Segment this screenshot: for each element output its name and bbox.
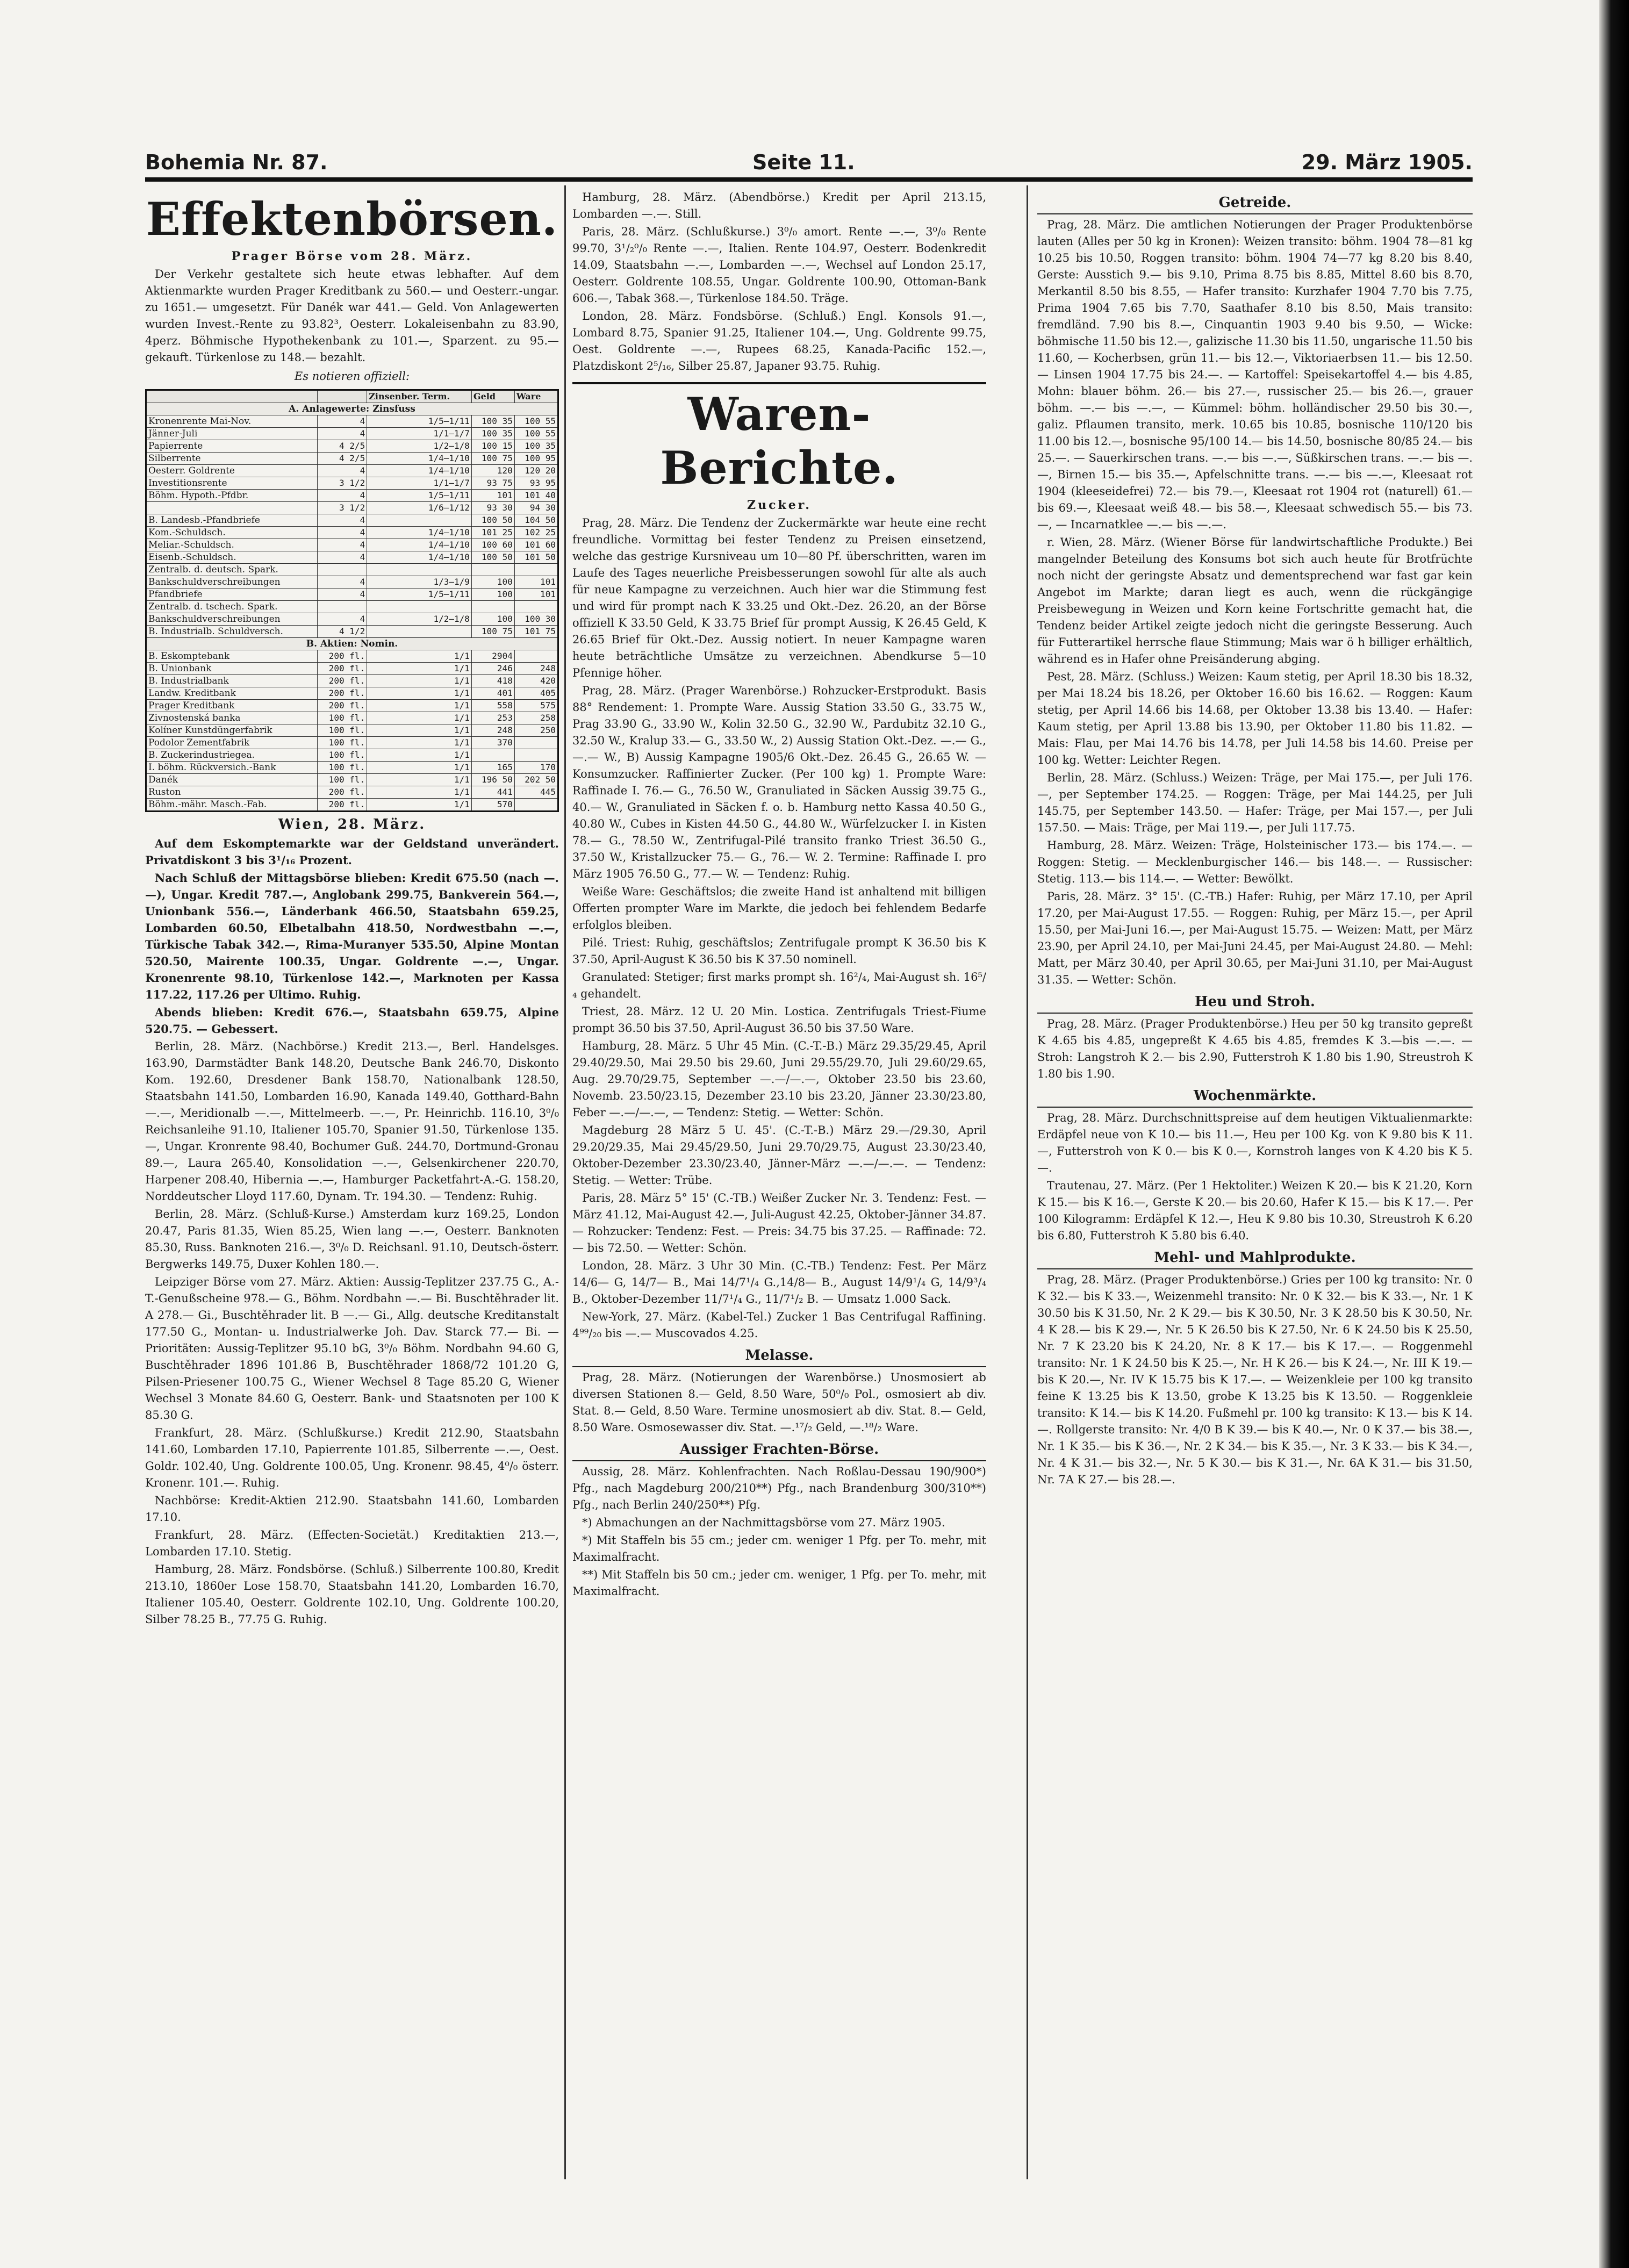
- table-cell: 100 35: [471, 428, 514, 440]
- table-cell: 4 2/5: [318, 453, 367, 465]
- table-cell: 4: [318, 428, 367, 440]
- melasse-heading: Melasse.: [572, 1347, 986, 1367]
- table-cell: [514, 749, 558, 762]
- table-cell: Podolor Zementfabrik: [146, 737, 318, 749]
- table-cell: [367, 514, 472, 527]
- table-cell: 93 95: [514, 477, 558, 490]
- paragraph: Leipziger Börse vom 27. März. Aktien: Aussig-Teplitzer 237.75 G., A.-T.-Genußscheine 978.— G., Böhm. Nordbahn —.— Bi. Buschtěhrader lit. A 278.— Gi., Buschtěhrader lit. B —.— Gi., Allg. deutsche Kreditanstalt 177.50 G., Montan- u. Industrialwerke Joh. Dav. Starck 77.— Bi. — Prioritäten: Aussig-Teplitzer 95.10 bG, 3⁰/₀ Böhm. Nordbahn 94.60 G, Buschtěhrader 1896 101.86 B, Buschtěhrader 1868/72 101.20 G, Pilsen-Priesener 100.75 G., Wiener Wechsel 8 Tage 85.20 G, Wiener Wechsel 3 Monate 84.60 G, Oesterr. Bank- und Staatsnoten per 100 K 85.30 G.: [145, 1275, 559, 1422]
- table-cell: [514, 564, 558, 576]
- table-cell: 120 20: [514, 465, 558, 477]
- table-cell: 370: [471, 737, 514, 749]
- paragraph: Prag, 28. März. Die Tendenz der Zuckermärkte war heute eine recht freundliche. Vormittag bei fester Tendenz zu Preisen einsetzend, welche das gestrige Kursniveau um 10—80 Pf. überschritten, waren im Laufe des Tages neuerliche Preisbesserungen sowohl für alte als auch für neue Kampagne zu verzeichnen. Auch hier war die Stimmung fest und wird für prompt nach K 33.25 und Okt.-Dez. 26.20, an der Börse offiziell K 33.50 Geld, K 33.75 Brief für prompt Aussig, K 26.45 Geld, K 26.65 Brief für Okt.-Dez. Aussig notiert. In neuer Kampagne waren heute beträchtliche Umsätze zu verzeichnen. Abendkurse 5—10 Pfennige höher.: [572, 516, 986, 679]
- table-cell: Zentralb. d. deutsch. Spark.: [146, 564, 318, 576]
- paragraph: Aussig, 28. März. Kohlenfrachten. Nach Roßlau-Dessau 190/900*) Pfg., nach Magdeburg 200/210**) Pfg., nach Brandenburg 300/310**) Pfg., nach Berlin 240/250**) Pfg.: [572, 1465, 986, 1511]
- table-cell: 101: [514, 588, 558, 601]
- table-cell: 202 50: [514, 774, 558, 786]
- paragraph: Hamburg, 28. März. Weizen: Träge, Holsteinischer 173.— bis 174.—. — Roggen: Stetig. — Mecklenburgischer 146.— bis 148.—. — Russischer: Stetig. 113.— bis 114.—. — Wetter: Bewölkt.: [1037, 839, 1473, 885]
- paragraph: Prag, 28. März. (Prager Produktenbörse.) Gries per 100 kg transito: Nr. 0 K 32.— bis K 33.—, Weizenmehl transito: Nr. 0 K 32.— bis K 33.—, Nr. 1 K 30.50 bis K 31.50, Nr. 2 K 29.— bis K 30.50, Nr. 3 K 28.50 bis K 30.50, Nr. 4 K 28.— bis K 29.—, Nr. 5 K 26.50 bis K 27.50, Nr. 6 K 24.50 bis K 25.50, Nr. 7 K 23.20 bis K 24.20, Nr. 8 K 17.— bis K 17.—. — Roggenmehl transito: Nr. 1 K 24.50 bis K 25.—, Nr. H K 26.— bis K 24.—, Nr. III K 19.— bis K 20.—, Nr. IV K 15.75 bis K 17.—. — Weizenkleie per 100 kg transito feine K 13.25 bis K 13.50, grobe K 13.25 bis K 13.50. — Roggenkleie transito: K 14.— bis K 14.20. Fußmehl pr. 100 kg transito: K 13.— bis K 14.—. Rollgerste transito: Nr. 4/0 B K 39.— bis K 40.—, Nr. 0 K 37.— bis 38.—, Nr. 1 K 35.— bis K 36.—, Nr. 2 K 34.— bis K 35.—, Nr. 3 K 33.— bis K 34.—, Nr. 4 K 31.— bis 32.—, Nr. 5 K 30.— bis K 31.—, Nr. 6A K 31.— bis 31.50, Nr. 7A K 27.— bis 28.—.: [1037, 1273, 1473, 1486]
- wochenmaerkte-heading: Wochenmärkte.: [1037, 1088, 1473, 1108]
- prager-boerse-subtitle: Prager Börse vom 28. März.: [231, 249, 473, 263]
- table-cell: [514, 737, 558, 749]
- paragraph: Der Verkehr gestaltete sich heute etwas lebhafter. Auf dem Aktienmarkte wurden Prager Kreditbank zu 560.— und Oesterr.-ungar. zu 1651.— umgesetzt. Für Danék war 441.— Geld. Von Anlagewerten wurden Invest.-Rente zu 93.82³, Oesterr. Lokaleisenbahn zu 83.90, 4perz. Böhmische Hypothekenbank zu 101.—, Sparzent. zu 95.— gekauft. Türkenlose zu 148.— bezahlt.: [145, 268, 559, 364]
- table-cell: Meliar.-Schuldsch.: [146, 539, 318, 551]
- table-cell: [367, 564, 472, 576]
- table-cell: 575: [514, 700, 558, 712]
- table-cell: 200 fl.: [318, 799, 367, 812]
- table-cell: 200 fl.: [318, 786, 367, 799]
- table-cell: 101: [471, 490, 514, 502]
- table-cell: 1/5—1/11: [367, 490, 472, 502]
- table-cell: 4: [318, 527, 367, 539]
- table-cell: 420: [514, 675, 558, 687]
- table-cell: 1/1: [367, 663, 472, 675]
- table-cell: 101 50: [514, 551, 558, 564]
- page-header: [145, 146, 1473, 178]
- footnote: **) Mit Staffeln bis 50 cm.; jeder cm. weniger, 1 Pfg. per To. mehr, mit Maximalfracht.: [572, 1568, 986, 1598]
- table-cell: [471, 564, 514, 576]
- table-header-cell: Geld: [471, 390, 514, 403]
- table-cell: B. Unionbank: [146, 663, 318, 675]
- table-cell: 100 fl.: [318, 762, 367, 774]
- table-cell: 100 50: [471, 514, 514, 527]
- table-cell: 1/1: [367, 786, 472, 799]
- table-cell: Bankschuldverschreibungen: [146, 576, 318, 588]
- table-cell: 246: [471, 663, 514, 675]
- table-cell: 445: [514, 786, 558, 799]
- table-cell: 4: [318, 490, 367, 502]
- table-row: [146, 626, 558, 638]
- paragraph: London, 28. März. Fondsbörse. (Schluß.) Engl. Konsols 91.—, Lombard 8.75, Spanier 91.25, Italiener 104.—, Ung. Goldrente 99.75, Oest. Goldrente —.—, Rupees 68.25, Kanada-Pacific 152.—, Platzdiskont 2⁵/₁₆, Silber 25.87, Japaner 93.75. Ruhig.: [572, 310, 986, 372]
- table-cell: [514, 799, 558, 812]
- table-cell: 100 fl.: [318, 737, 367, 749]
- paragraph: London, 28. März. 3 Uhr 30 Min. (C.-TB.) Tendenz: Fest. Per März 14/6— G, 14/7— B., Mai 14/7¹/₄ G.,14/8— B., August 14/9¹/₄ G, 14/9³/₄ B., Oktober-Dezember 11/7¹/₄ G., 11/7¹/₂ B. — Umsatz 1.000 Sack.: [572, 1259, 986, 1305]
- table-header-cell: [146, 390, 318, 403]
- table-row: [146, 613, 558, 626]
- table-cell: 1/4—1/10: [367, 527, 472, 539]
- table-cell: 100 30: [514, 613, 558, 626]
- table-cell: 100 35: [471, 415, 514, 428]
- table-cell: 253: [471, 712, 514, 724]
- table-cell: 101: [514, 576, 558, 588]
- table-cell: 1/6—1/12: [367, 502, 472, 514]
- paragraph: Berlin, 28. März. (Schluss.) Weizen: Träge, per Mai 175.—, per Juli 176.—, per September 174.25. — Roggen: Träge, per Mai 144.25, per Juli 145.75, per September 143.50. — Hafer: Träge, per Mai 157.—, per Juli 157.50. — Mais: Träge, per Mai 119.—, per Juli 117.75.: [1037, 771, 1473, 834]
- paragraph: Pilé. Triest: Ruhig, geschäftslos; Zentrifugale prompt K 36.50 bis K 37.50, April-August K 36.50 bis K 37.50 nominell.: [572, 936, 986, 966]
- paragraph: r. Wien, 28. März. (Wiener Börse für landwirtschaftliche Produkte.) Bei mangelnder Beteilung des Konsums bot sich auch heute für Brotfrüchte noch nicht der geringste Absatz und dementsprechend war fast gar kein Angebot im Markte; daran liegt es auch, wenn die rückgängige Preisbewegung in Weizen und Korn keine Fortschritte gemacht hat, die Tendenz beider Artikel zeigte jedoch nicht die geringste Besserung. Auch für Futterartikel herrsche flaue Stimmung; Mais war ö h billiger erhältlich, während es in Hafer ohne Preisänderung abging.: [1037, 536, 1473, 665]
- table-cell: 4: [318, 588, 367, 601]
- table-cell: [146, 502, 318, 514]
- section-rule: [572, 382, 986, 384]
- mehl-heading: Mehl- und Mahlprodukte.: [1037, 1250, 1473, 1269]
- table-cell: Oesterr. Goldrente: [146, 465, 318, 477]
- table-cell: I. böhm. Rückversich.-Bank: [146, 762, 318, 774]
- table-cell: [514, 650, 558, 663]
- table-cell: 1/1: [367, 724, 472, 737]
- header-date: 29. März 1905.: [1301, 150, 1473, 174]
- table-cell: Jänner-Juli: [146, 428, 318, 440]
- paragraph: Prag, 28. März. Die amtlichen Notierungen der Prager Produktenbörse lauten (Alles per 50 kg in Kronen): Weizen transito: böhm. 1904 78—81 kg 10.25 bis 10.50, Roggen transito: böhm. 1904 74—77 kg 8.20 bis 8.40, Gerste: Ausstich 9.— bis 9.10, Prima 8.75 bis 8.85, Mittel 8.60 bis 8.70, Merkantil 8.50 bis 8.55, — Hafer transito: Kurzhafer 1904 7.70 bis 7.75, Prima 1904 7.65 bis 7.70, Saathafer 8.10 bis 8.50, Mais transito: fremdländ. 7.90 bis 8.—, Cinquantin 1903 9.40 bis 9.50, — Wicke: böhmische 11.50 bis 12.—, galizische 11.30 bis 11.50, ungarische 11.50 bis 11.60, — Kocherbsen, grün 11.— bis 12.—, Viktoriaerbsen 11.— bis 12.50. — Linsen 1904 17.75 bis 24.—. — Kartoffel: Speisekartoffel 4.— bis 4.85, Mohn: blauer böhm. 26.— bis 27.—, russischer 25.— bis 26.—, grauer böhm. —.— bis —.—, — Kümmel: böhm. holländischer 29.50 bis 30.—, galiz. Pflaumen transito, merk. 10.65 bis 10.85, bosnische 110/120 bis 11.00 bis 12.—, bosnische 95/100 14.— bis 14.50, bosnische 80/85 24.— bis 25.—. — Sauerkirschen trans. —.— bis —.—, Süßkirschen trans. —.— bis —.—, Birnen 15.— bis 35.—, Apfelschnitte trans. —.— bis —.—, Kleesaat rot 1904 (kleeseidefrei) 72.— bis 79.—, Kleesaat rot 1904 rot (naturell) 61.— bis 69.—, Kleesaat weiß 48.— bis 58.—, Kleesaat schwedisch 55.— bis 73.—, — Incarnatklee —.— bis —.—.: [1037, 218, 1473, 531]
- table-cell: Papierrente: [146, 440, 318, 453]
- scan-edge: [1599, 0, 1629, 2268]
- table-cell: 100 50: [471, 551, 514, 564]
- table-cell: Zentralb. d. tschech. Spark.: [146, 601, 318, 613]
- table-cell: 101 40: [514, 490, 558, 502]
- table-row: [146, 527, 558, 539]
- table-cell: Zivnostenská banka: [146, 712, 318, 724]
- table-cell: 200 fl.: [318, 650, 367, 663]
- table-cell: 1/1: [367, 749, 472, 762]
- table-cell: 120: [471, 465, 514, 477]
- paragraph: Paris, 28. März 5° 15' (C.-TB.) Weißer Zucker Nr. 3. Tendenz: Fest. — März 41.12, Mai-August 42.—, Juli-August 42.25, Oktober-Jänner 34.87. — Rohzucker: Tendenz: Fest. — Preis: 34.75 bis 37.25. — Raffinade: 72.— bis 72.50. — Wetter: Schön.: [572, 1192, 986, 1254]
- table-cell: 100: [471, 576, 514, 588]
- table-cell: B. Eskomptebank: [146, 650, 318, 663]
- paragraph: Paris, 28. März. 3° 15'. (C.-TB.) Hafer: Ruhig, per März 17.10, per April 17.20, per Mai-August 17.55. — Roggen: Ruhig, per März 15.—, per April 15.50, per Mai-Juni 16.—, per Mai-August 15.75. — Weizen: Matt, per März 23.90, per April 24.10, per Mai-Juni 24.45, per Mai-August 24.80. — Mehl: Matt, per März 30.40, per April 30.65, per Mai-Juni 31.10, per Mai-August 31.35. — Wetter: Schön.: [1037, 890, 1473, 986]
- paragraph: New-York, 27. März. (Kabel-Tel.) Zucker 1 Bas Centrifugal Raffining. 4⁹⁹/₂₀ bis —.— Muscovados 4.25.: [572, 1310, 986, 1340]
- table-cell: 1/1: [367, 799, 472, 812]
- footnote: *) Abmachungen an der Nachmittagsbörse vom 27. März 1905.: [582, 1516, 945, 1529]
- table-cell: 100 fl.: [318, 712, 367, 724]
- paragraph: Hamburg, 28. März. Fondsbörse. (Schluß.) Silberrente 100.80, Kredit 213.10, 1860er Lose 158.70, Staatsbahn 141.20, Lombarden 16.70, Italiener 105.40, Oesterr. Goldrente 102.10, Ung. Goldrente 100.20, Silber 78.25 B., 77.75 G. Ruhig.: [145, 1563, 559, 1626]
- table-row: [146, 762, 558, 774]
- header-rule: [145, 177, 1473, 182]
- table-row: [146, 799, 558, 812]
- table-cell: 94 30: [514, 502, 558, 514]
- table-row: [146, 428, 558, 440]
- zucker-heading: Zucker.: [747, 498, 812, 512]
- table-row: [146, 440, 558, 453]
- table-row: [146, 774, 558, 786]
- table-cell: 100 95: [514, 453, 558, 465]
- table-cell: 570: [471, 799, 514, 812]
- table-cell: 405: [514, 687, 558, 700]
- table-group-label: B. Aktien: Nomin.: [146, 638, 558, 650]
- table-cell: 1/1: [367, 675, 472, 687]
- table-cell: 101 75: [514, 626, 558, 638]
- table-cell: 1/1: [367, 700, 472, 712]
- paragraph: Prag, 28. März. (Notierungen der Warenbörse.) Unosmosiert ab diversen Stationen 8.— Geld, 8.50 Ware, 50⁰/₀ Pol., osmosiert ab div. Stat. 8.— Geld, 8.50 Ware. Termine unosmosiert ab div. Stat. 8.— Geld, 8.50 Ware. Osmosewasser div. Stat. —.¹⁷/₂ Geld, —.¹⁸/₂ Ware.: [572, 1371, 986, 1434]
- paragraph: Abends blieben: Kredit 676.—, Staatsbahn 659.75, Alpine 520.75. — Gebessert.: [145, 1006, 559, 1036]
- table-row: [146, 712, 558, 724]
- table-header-row: [146, 390, 558, 403]
- table-cell: 100 60: [471, 539, 514, 551]
- table-cell: 4: [318, 415, 367, 428]
- table-cell: 4: [318, 576, 367, 588]
- table-cell: Danék: [146, 774, 318, 786]
- table-cell: Eisenb.-Schuldsch.: [146, 551, 318, 564]
- table-group-row: [146, 638, 558, 650]
- table-cell: [471, 749, 514, 762]
- paragraph: Prag, 28. März. Durchschnittspreise auf dem heutigen Viktualienmarkte: Erdäpfel neue von K 10.— bis 11.—, Heu per 100 Kg. von K 9.80 bis K 11.—, Futterstroh von K 0.— bis K 0.—, Kornstroh langes von K 4.20 bis K 5.—.: [1037, 1111, 1473, 1174]
- table-cell: 1/2—1/8: [367, 440, 472, 453]
- table-cell: [367, 601, 472, 613]
- table-cell: 1/4—1/10: [367, 465, 472, 477]
- table-cell: 3 1/2: [318, 477, 367, 490]
- table-group-row: [146, 403, 558, 415]
- table-row: [146, 490, 558, 502]
- table-cell: Böhm. Hypoth.-Pfdbr.: [146, 490, 318, 502]
- frachten-heading: Aussiger Frachten-Börse.: [572, 1441, 986, 1461]
- table-cell: 4 2/5: [318, 440, 367, 453]
- table-cell: 3 1/2: [318, 502, 367, 514]
- table-cell: 100: [471, 588, 514, 601]
- footnote: *) Mit Staffeln bis 55 cm.; jeder cm. weniger 1 Pfg. per To. mehr, mit Maximalfracht.: [572, 1534, 986, 1563]
- table-cell: [514, 601, 558, 613]
- paragraph: Paris, 28. März. (Schlußkurse.) 3⁰/₀ amort. Rente —.—, 3⁰/₀ Rente 99.70, 3¹/₂⁰/₀ Rente —.—, Italien. Rente 104.97, Oesterr. Bodenkredit 14.09, Staatsbahn —.—, Lombarden —.—, Wechsel auf London 25.17, Oesterr. Goldrente 108.55, Ungar. Goldrente 100.90, Ottoman-Bank 606.—, Tabak 368.—, Türkenlose 184.50. Träge.: [572, 225, 986, 305]
- table-cell: [318, 601, 367, 613]
- table-cell: 100 fl.: [318, 774, 367, 786]
- paragraph: Frankfurt, 28. März. (Effecten-Societät.) Kreditaktien 213.—, Lombarden 17.10. Stetig.: [145, 1528, 559, 1558]
- table-cell: 1/2—1/8: [367, 613, 472, 626]
- table-cell: Landw. Kreditbank: [146, 687, 318, 700]
- table-row: [146, 749, 558, 762]
- column-3: [1037, 189, 1473, 1489]
- table-header-cell: Ware: [514, 390, 558, 403]
- table-cell: 1/1—1/7: [367, 477, 472, 490]
- table-row: [146, 700, 558, 712]
- table-cell: 558: [471, 700, 514, 712]
- table-row: [146, 502, 558, 514]
- table-row: [146, 465, 558, 477]
- table-cell: 1/4—1/10: [367, 551, 472, 564]
- quotation-table: [145, 389, 559, 812]
- table-cell: 101 60: [514, 539, 558, 551]
- getreide-heading: Getreide.: [1037, 195, 1473, 214]
- table-cell: 165: [471, 762, 514, 774]
- table-cell: B. Zuckerindustriegea.: [146, 749, 318, 762]
- table-cell: 100 55: [514, 415, 558, 428]
- table-cell: 104 50: [514, 514, 558, 527]
- table-row: [146, 724, 558, 737]
- table-row: [146, 687, 558, 700]
- table-cell: 4: [318, 539, 367, 551]
- table-cell: 1/4—1/10: [367, 539, 472, 551]
- table-row: [146, 415, 558, 428]
- table-cell: 100 55: [514, 428, 558, 440]
- paragraph: Hamburg, 28. März. 5 Uhr 45 Min. (C.-T.-B.) März 29.35/29.45, April 29.40/29.50, Mai 29.50 bis 29.60, Juni 29.55/29.70, Juli 29.60/29.65, Aug. 29.70/29.75, September —.—/—.—, Oktober 23.50 bis 23.60, Novemb. 23.50/23.15, Dezember 23.10 bis 23.20, Jänner 23.30/23.80, Feber —.—/—.—, — Tendenz: Stetig. — Wetter: Schön.: [572, 1039, 986, 1119]
- table-row: [146, 588, 558, 601]
- table-cell: [318, 564, 367, 576]
- table-cell: 248: [514, 663, 558, 675]
- table-cell: 101 25: [471, 527, 514, 539]
- paragraph: Berlin, 28. März. (Schluß-Kurse.) Amsterdam kurz 169.25, London 20.47, Paris 81.35, Wien 85.25, Wien lang —.—, Oesterr. Banknoten 85.30, Russ. Banknoten 216.—, 3⁰/₀ D. Reichsanl. 91.10, Deutsch-österr. Bergwerks 149.75, Duxer Kohlen 180.—.: [145, 1208, 559, 1271]
- section-title-waren-berichte: Waren-Berichte.: [660, 387, 899, 494]
- table-cell: Kolíner Kunstdüngerfabrik: [146, 724, 318, 737]
- table-row: [146, 650, 558, 663]
- table-cell: Investitionsrente: [146, 477, 318, 490]
- table-cell: 200 fl.: [318, 687, 367, 700]
- table-row: [146, 576, 558, 588]
- table-cell: 100 fl.: [318, 749, 367, 762]
- table-row: [146, 737, 558, 749]
- paragraph: Nach Schluß der Mittagsbörse blieben: Kredit 675.50 (nach —.—), Ungar. Kredit 787.—, Anglobank 299.75, Bankverein 564.—, Unionbank 556.—, Länderbank 466.50, Staatsbahn 659.25, Lombarden 60.50, Elbetalbahn 418.50, Nordwestbahn —.—, Türkische Tabak 342.—, Rima-Muranyer 535.50, Alpine Montan 520.50, Mairente 100.35, Ungar. Goldrente —.—, Ungar. Kronenrente 98.10, Türkenlose 142.—, Marknoten per Kassa 117.22, 117.26 per Ultimo. Ruhig.: [145, 871, 559, 1001]
- table-row: [146, 564, 558, 576]
- table-row: [146, 477, 558, 490]
- table-cell: 4 1/2: [318, 626, 367, 638]
- table-cell: 102 25: [514, 527, 558, 539]
- table-cell: Pfandbriefe: [146, 588, 318, 601]
- table-cell: 100 35: [514, 440, 558, 453]
- table-row: [146, 514, 558, 527]
- paragraph: Weiße Ware: Geschäftslos; die zweite Hand ist anhaltend mit billigen Offerten prompter Ware im Markte, die jedoch bei fehlendem Bedarfe erfolglos bleiben.: [572, 885, 986, 931]
- table-cell: Bankschuldverschreibungen: [146, 613, 318, 626]
- table-cell: 100 75: [471, 626, 514, 638]
- table-cell: 1/1: [367, 737, 472, 749]
- table-cell: 4: [318, 465, 367, 477]
- table-cell: 1/1: [367, 650, 472, 663]
- table-cell: 200 fl.: [318, 675, 367, 687]
- table-cell: 196 50: [471, 774, 514, 786]
- table-row: [146, 675, 558, 687]
- paragraph: Triest, 28. März. 12 U. 20 Min. Lostica. Zentrifugals Triest-Fiume prompt 36.50 bis 37.50, April-August 36.50 bis 37.50 Ware.: [572, 1005, 986, 1035]
- table-cell: 200 fl.: [318, 700, 367, 712]
- paragraph: Magdeburg 28 März 5 U. 45'. (C.-T.-B.) März 29.—/29.30, April 29.20/29.35, Mai 29.45/29.50, Juni 29.70/29.75, August 23.30/23.40, Oktober-Dezember 23.30/23.40, Jänner-März —.—/—.—. — Tendenz: Stetig. — Wetter: Trübe.: [572, 1124, 986, 1187]
- table-row: [146, 663, 558, 675]
- table-cell: 1/1: [367, 762, 472, 774]
- wien-heading: Wien, 28. März.: [278, 816, 426, 832]
- table-cell: B. Landesb.-Pfandbriefe: [146, 514, 318, 527]
- table-cell: B. Industrialb. Schuldversch.: [146, 626, 318, 638]
- table-cell: 93 75: [471, 477, 514, 490]
- header-page-number: Seite 11.: [752, 150, 855, 174]
- table-cell: 2904: [471, 650, 514, 663]
- header-issue: Bohemia Nr. 87.: [145, 150, 328, 174]
- table-cell: 1/1: [367, 687, 472, 700]
- table-row: [146, 786, 558, 799]
- column-1: [145, 189, 559, 1629]
- table-cell: [367, 626, 472, 638]
- paragraph: Auf dem Eskomptemarkte war der Geldstand unverändert. Privatdiskont 3 bis 3¹/₁₆ Prozent.: [145, 837, 559, 867]
- table-cell: 4: [318, 551, 367, 564]
- table-cell: 170: [514, 762, 558, 774]
- table-cell: 250: [514, 724, 558, 737]
- table-row: [146, 453, 558, 465]
- table-cell: 441: [471, 786, 514, 799]
- table-cell: [471, 601, 514, 613]
- table-cell: 100 15: [471, 440, 514, 453]
- table-cell: 93 30: [471, 502, 514, 514]
- table-cell: 418: [471, 675, 514, 687]
- table-header-cell: Zinsenber. Term.: [367, 390, 472, 403]
- table-cell: 100 fl.: [318, 724, 367, 737]
- table-cell: B. Industrialbank: [146, 675, 318, 687]
- table-cell: 4: [318, 514, 367, 527]
- table-cell: 1/1: [367, 774, 472, 786]
- paragraph: Pest, 28. März. (Schluss.) Weizen: Kaum stetig, per April 18.30 bis 18.32, per Mai 18.24 bis 18.26, per Oktober 16.60 bis 16.62. — Roggen: Kaum stetig, per April 14.66 bis 14.68, per Oktober 13.38 bis 13.40. — Hafer: Kaum stetig, per April 13.88 bis 13.90, per Oktober 11.80 bis 11.82. — Mais: Flau, per Mai 14.76 bis 14.78, per Juli 14.58 bis 14.60. Preise per 100 kg. Wetter: Leichter Regen.: [1037, 670, 1473, 766]
- table-cell: Prager Kreditbank: [146, 700, 318, 712]
- table-cell: Kronenrente Mai-Nov.: [146, 415, 318, 428]
- paragraph: Nachbörse: Kredit-Aktien 212.90. Staatsbahn 141.60, Lombarden 17.10.: [145, 1494, 559, 1524]
- table-row: [146, 551, 558, 564]
- table-cell: Kom.-Schuldsch.: [146, 527, 318, 539]
- table-cell: Silberrente: [146, 453, 318, 465]
- table-cell: 1/5—1/11: [367, 415, 472, 428]
- table-cell: 258: [514, 712, 558, 724]
- table-header-cell: [318, 390, 367, 403]
- paragraph: Hamburg, 28. März. (Abendbörse.) Kredit per April 213.15, Lombarden —.—. Still.: [572, 191, 986, 220]
- table-row: [146, 601, 558, 613]
- table-cell: 401: [471, 687, 514, 700]
- table-caption: Es notieren offiziell:: [294, 370, 410, 383]
- paragraph: Berlin, 28. März. (Nachbörse.) Kredit 213.—, Berl. Handelsges. 163.90, Darmstädter Bank 148.20, Deutsche Bank 246.70, Diskonto Kom. 192.60, Dresdener Bank 158.70, Nationalbank 128.50, Staatsbahn 141.50, Lombarden 16.90, Kanada 149.40, Gotthard-Bahn —.—, Meridionalb —.—, Mittelmeerb. —.—, Pr. Heinrichb. 116.10, 3⁰/₀ Reichsanleihe 91.10, Italiener 105.70, Spanier 91.50, Türkenlose 135.—, Ungar. Kronrente 98.40, Bochumer Guß. 244.70, Dortmund-Gronau 89.—, Laura 265.40, Konsolidation —.—, Gelsenkirchener 220.70, Harpener 208.40, Hibernia —.—, Hamburger Packetfahrt-A.-G. 158.20, Norddeutscher Lloyd 117.60, Dynam. Tr. 194.30. — Tendenz: Ruhig.: [145, 1040, 559, 1203]
- paragraph: Frankfurt, 28. März. (Schlußkurse.) Kredit 212.90, Staatsbahn 141.60, Lombarden 17.10, Papierrente 101.85, Silberrente —.—, Oest. Goldr. 102.40, Ung. Goldrente 100.05, Ung. Kronenr. 98.45, 4⁰/₀ österr. Kronenr. 101.—. Ruhig.: [145, 1426, 559, 1489]
- paragraph: Granulated: Stetiger; first marks prompt sh. 16²/₄, Mai-August sh. 16⁵/₄ gehandelt.: [572, 971, 986, 1000]
- table-cell: 100: [471, 613, 514, 626]
- column-divider: [564, 185, 566, 2179]
- heu-heading: Heu und Stroh.: [1037, 994, 1473, 1014]
- table-cell: 1/4—1/10: [367, 453, 472, 465]
- table-cell: 1/1—1/7: [367, 428, 472, 440]
- table-cell: Böhm.-mähr. Masch.-Fab.: [146, 799, 318, 812]
- table-cell: 248: [471, 724, 514, 737]
- table-cell: Ruston: [146, 786, 318, 799]
- table-row: [146, 539, 558, 551]
- column-2: [572, 189, 986, 1601]
- table-cell: 1/3—1/9: [367, 576, 472, 588]
- table-cell: 100 75: [471, 453, 514, 465]
- table-cell: 1/5—1/11: [367, 588, 472, 601]
- paragraph: Prag, 28. März. (Prager Warenbörse.) Rohzucker-Erstprodukt. Basis 88° Rendement: 1. Prompte Ware. Aussig Station 33.50 G., 33.75 W., Prag 33.90 G., 33.90 W., Kolin 32.50 G., 32.90 W., Pardubitz 32.10 G., 32.50 W., Kralup 33.— G., 33.50 W., 2) Aussig Station Okt.-Dez. —.— G., —.— W., B) Aussig Kampagne 1905/6 Okt.-Dez. 26.45 G., 26.65 W. — Konsumzucker. Raffinierter Zucker. (Per 100 kg) 1. Prompte Ware: Raffinade I. 76.— G., 76.50 W., Granuliated in Säcken Aussig 39.75 G., 40.— W., Granuliated in Säcken f. o. b. Hamburg netto Kassa 40.50 G., 40.80 W., Cubes in Kisten 44.50 G., 44.80 W., Würfelzucker I. in Kisten 78.— G., 78.50 W., Zentrifugal-Pilé transito franko Triest 36.50 G., 37.50 W., Kristallzucker 75.— G., 76.— W. 2. Termine: Raffinade I. pro März 1905 76.50 G., 77.— W. — Tendenz: Ruhig.: [572, 684, 986, 880]
- table-cell: 200 fl.: [318, 663, 367, 675]
- section-title-effektenboersen: Effektenbörsen.: [146, 192, 558, 246]
- table-cell: 4: [318, 613, 367, 626]
- paragraph: Trautenau, 27. März. (Per 1 Hektoliter.) Weizen K 20.— bis K 21.20, Korn K 15.— bis K 16.—, Gerste K 20.— bis 20.60, Hafer K 15.— bis K 17.—. Per 100 Kilogramm: Erdäpfel K 12.—, Heu K 9.80 bis 10.30, Streustroh K 6.20 bis 6.80, Futterstroh K 5.80 bis 6.40.: [1037, 1179, 1473, 1242]
- paragraph: Prag, 28. März. (Prager Produktenbörse.) Heu per 50 kg transito gepreßt K 4.65 bis 4.85, ungepreßt K 4.65 bis 4.85, fremdes K 3.—bis —.—. — Stroh: Langstroh K 2.— bis 2.90, Futterstroh K 1.80 bis 1.90, Streustroh K 1.80 bis 1.90.: [1037, 1017, 1473, 1080]
- table-group-label: A. Anlagewerte: Zinsfuss: [146, 403, 558, 415]
- column-divider: [1027, 185, 1028, 2179]
- table-cell: 1/1: [367, 712, 472, 724]
